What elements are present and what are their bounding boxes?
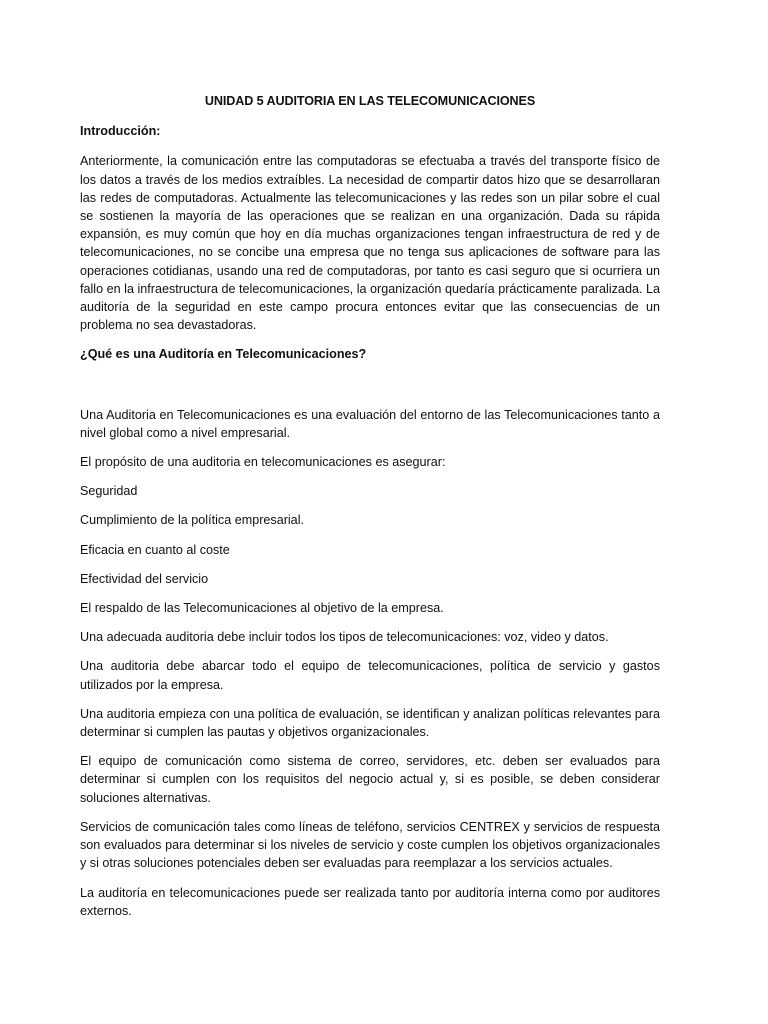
intro-heading: Introducción: <box>80 124 161 139</box>
document-body <box>80 92 660 931</box>
auditors-paragraph: La auditoría en telecomunicaciones puede ser realizada tanto por auditoría interna como por auditores externos. <box>80 885 660 918</box>
systems-paragraph: El equipo de comunicación como sistema de correo, servidores, etc. deben ser evaluados para determinar si cumplen con los requisitos del negocio actual y, si es posible, se deben considerar soluciones alternativas. <box>80 754 660 805</box>
services-paragraph: Servicios de comunicación tales como líneas de teléfono, servicios CENTREX y servicios de respuesta son evaluados para determinar si los niveles de servicio y coste cumplen los objetivos organizacionales y si otras soluciones potenciales deben ser evaluadas para reemplazar a los servicios actuales. <box>80 819 660 871</box>
item-security: Seguridad <box>80 484 138 499</box>
document-title: UNIDAD 5 AUDITORIA EN LAS TELECOMUNICACIONES <box>204 94 536 108</box>
purpose-paragraph: El propósito de una auditoria en telecomunicaciones es asegurar: <box>80 455 446 470</box>
blank-line <box>80 376 660 406</box>
definition-paragraph: Una Auditoria en Telecomunicaciones es una evaluación del entorno de las Telecomunicaciones tanto a nivel global como a nivel empresarial. <box>80 407 660 440</box>
types-paragraph: Una adecuada auditoria debe incluir todos los tipos de telecomunicaciones: voz, video y datos. <box>80 630 609 645</box>
item-support: El respaldo de las Telecomunicaciones al objetivo de la empresa. <box>80 601 444 616</box>
question-heading: ¿Qué es una Auditoría en Telecomunicaciones? <box>80 347 367 362</box>
item-cost: Eficacia en cuanto al coste <box>80 542 230 557</box>
evaluation-paragraph: Una auditoria empieza con una política de evaluación, se identifican y analizan políticas relevantes para determinar si cumplen las pautas y objetivos organizacionales. <box>80 706 660 740</box>
item-policy: Cumplimiento de la política empresarial. <box>80 513 304 528</box>
equipment-paragraph: Una auditoria debe abarcar todo el equipo de telecomunicaciones, política de servicio y gastos utilizados por la empresa. <box>80 659 660 692</box>
intro-paragraph: Anteriormente, la comunicación entre las computadoras se efectuaba a través del transporte físico de los datos a través de los medios extraíbles. La necesidad de compartir datos hizo que se desarrollaran las redes de computadoras. Actualmente las telecomunicaciones y las redes son un pilar sobre el cual se sostienen la mayoría de las operaciones que se realizan en una organización. Dada su rápida expansión, es muy común que hoy en día muchas organizaciones tengan infraestructura de red y de telecomunicaciones, no se concibe una empresa que no tenga sus aplicaciones de software para las operaciones cotidianas, usando una red de computadoras, por tanto es casi seguro que si ocurriera un fallo en la infraestructura de telecomunicaciones, la organización quedaría prácticamente paralizada. La auditoría de la seguridad en este campo procura entonces evitar que las consecuencias de un problema no sea devastadoras. <box>80 154 660 333</box>
item-service: Efectividad del servicio <box>80 571 209 586</box>
